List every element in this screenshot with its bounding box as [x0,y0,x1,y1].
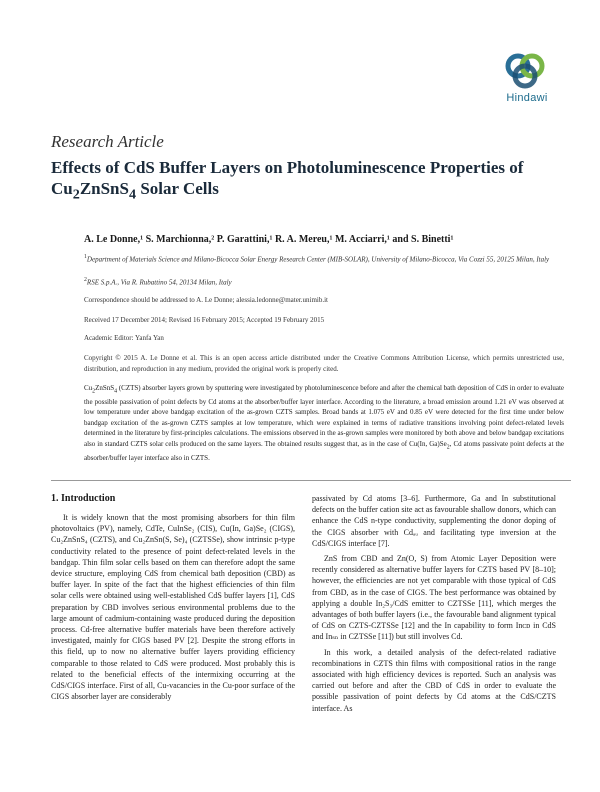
publisher-name: Hindawi [506,92,548,104]
copyright-notice: Copyright © 2015 A. Le Donne et al. This is an open access article distributed under the Creative Commons Attribution License, which permits unrestricted use, distribution, and reproduction in any medium, provided the original work is properly cited. [84,354,564,373]
body-column-right [312,493,556,718]
academic-editor: Academic Editor: Yanfa Yan [84,334,164,342]
article-dates: Received 17 December 2014; Revised 16 February 2015; Accepted 19 February 2015 [84,316,325,324]
intro-paragraph-3: In this work, a detailed analysis of the defect-related radiative recombinations in CZTS thin films with compositional ratios in the range associated with high efficiency devices is reported. Such an analysis was carried out before and after the CBD of CdS in order to evaluate the possible passivation of point defects by Cd atoms at the CdS/CZTS interface. As [312,647,556,713]
author-list: A. Le Donne,¹ S. Marchionna,² P. Garattini,¹ R. A. Mereu,¹ M. Acciarri,¹ and S. Binetti¹ [84,234,454,245]
correspondence: Correspondence should be addressed to A. Le Donne; alessia.ledonne@mater.unimib.it [84,296,328,304]
abstract: $Cu_2ZnSnS_4$ (CZTS) absorber layers grown by sputtering were investigated by photoluminescence before and after the chemical bath deposition of CdS in order to evaluate the possible passivation of point defects by Cd atoms at the absorber/buffer layer interface. According to the literature, a broad emission around 1.21 eV was observed at low temperature under above bandgap excitation of the as-grown CZTS samples. Broad bands at 1.075 eV and 0.85 eV were detected for the first time under below bandgap excitation of the as-grown CZTS samples at low temperature, which were explained in terms of radiative transitions involving point defect-related levels determined in the literature by first-principles calculations. The emissions observed in the as-grown samples were monitored by both above and below bandgap excitations also in standard CZTS solar cells produced on the same layers. The obtained results suggest that, as in the case of Cu(In, $Ga)Se_2$, Cd atoms passivate point defects at the absorber/buffer layer interface also in CZTS. [84,384,564,462]
section-heading-introduction: 1. Introduction [51,493,116,504]
affiliation-2: $^2$RSE S.p.A., Via R. Rubattino 54, 20134 Milan, Italy [84,277,232,287]
body-column-left [51,512,295,706]
intro-paragraph-2: ZnS from CBD and Zn(O, S) from Atomic Layer Deposition were recently considered as alternative buffer layers for CZTS based PV [8–10]; however, the efficiencies are not yet comparable with those typical of CdS from CBD, as in the case of CIGS. The best performance was obtained by applying a double In₂S₃/CdS emitter to CZTSSe [11], which merges the advantages of both buffer layers (i.e., the favourable band alignment typical of CdS on CZTS-CZTSSe [12] and the In capability to form Inᴄᴅ in CdS and Inₛₙ in CZTSSe [11]) but still involves Cd. [312,554,556,642]
paper-title: Effects of CdS Buffer Layers on Photoluminescence Properties of $Cu_2ZnSnS_4$ Solar Cells [51,158,524,203]
article-type: Research Article [51,132,164,151]
affiliation-1: $^1$Department of Materials Science and Milano-Bicocca Solar Energy Research Center (MIB-SOLAR), University of Milano-Bicocca, Via Cozzi 55, 20125 Milan, Italy [84,254,550,264]
intro-paragraph-1-cont: passivated by Cd atoms [3–6]. Furthermore, Ga and In substitutional defects on the buffer cation site act as favourable shallow donors, which can enhance the CdS n-type conductivity, supplementing the donor doping of the CIGS absorber with Cdₐᵤ and facilitating type inversion at the CdS/CIGS interface [7]. [312,494,556,548]
intro-paragraph-1: It is widely known that the most promising absorbers for thin film photovoltaics (PV), namely, CdTe, CuInSe₂ (CIS), Cu(In, Ga)Se₂ (CIGS), Cu₂ZnSnS₄ (CZTS), and Cu₂ZnSn(S, Se)₄ (CZTSSe), show intrinsic p-type conductivity related to the presence of point defect-related levels in the bandgap. Thin film solar cells based on them can therefore adopt the same device structure, employing CdS from chemical bath deposition (CBD) as buffer layer. In spite of the fact that the highest efficiencies of thin film solar cells were obtained using well-established CdS buffer layers [1], CdS preparation by CBD involves serious environmental problems due to the large amount of cadmium-containing waste produced during the deposition process. Cd-free alternative buffer materials have been therefore actively investigated, mainly for CIGS based PV [2]. Despite the strong efforts in this field, up to now no alternative buffer layers providing efficiency comparable to those related to CdS were produced. Most probably this is related to the beneficial effects of the intermixing occurring at the CdS/CIGS interface. First of all, Cu-vacancies in the Cu-poor surface of the CIGS absorber layer are considerably [51,513,295,702]
section-divider [51,480,571,481]
